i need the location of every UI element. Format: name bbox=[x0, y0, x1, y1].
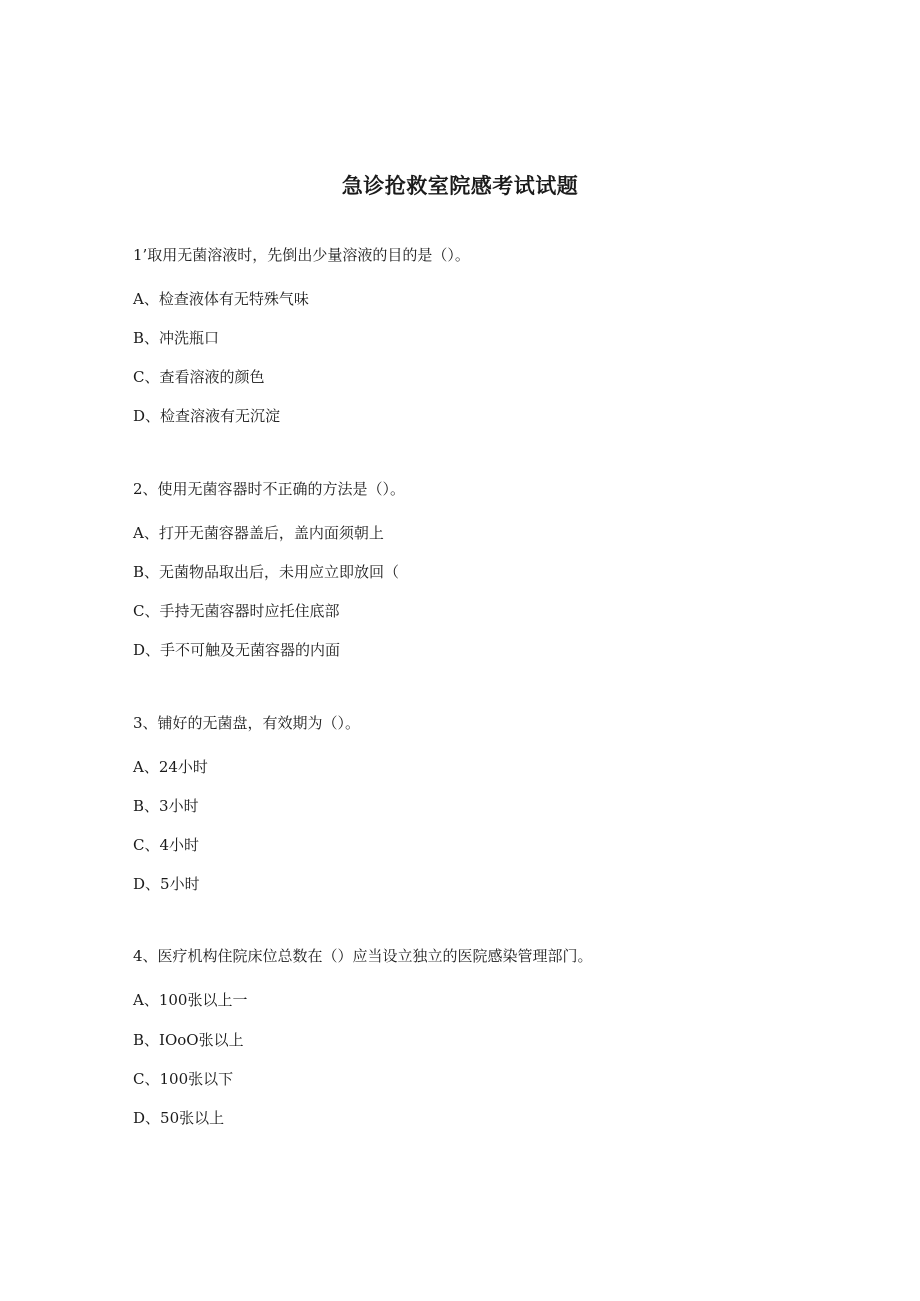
question-3-stem: 3、铺好的无菌盘，有效期为（）。 bbox=[133, 714, 361, 732]
question-1-option-b: B、冲洗瓶口 bbox=[133, 329, 220, 347]
question-4-option-d: D、50张以上 bbox=[133, 1109, 225, 1127]
question-4-stem: 4、医疗机构住院床位总数在（）应当设立独立的医院感染管理部门。 bbox=[133, 947, 593, 965]
question-3-option-c: C、4小时 bbox=[133, 836, 200, 854]
question-4-option-a: A、100张以上一 bbox=[133, 991, 248, 1009]
question-2-option-d: D、手不可触及无菌容器的内面 bbox=[133, 641, 341, 659]
question-1-option-c: C、查看溶液的颜色 bbox=[133, 368, 265, 386]
question-1-stem: 1’取用无菌溶液时，先倒出少量溶液的目的是（）。 bbox=[133, 246, 470, 264]
question-4-option-c: C、100张以下 bbox=[133, 1070, 234, 1088]
question-2-option-b: B、无菌物品取出后，未用应立即放回（ bbox=[133, 563, 400, 581]
question-4-option-b: B、IOoO张以上 bbox=[133, 1031, 244, 1049]
question-3-option-a: A、24小时 bbox=[133, 758, 208, 776]
question-1-option-a: A、检查液体有无特殊气味 bbox=[133, 290, 309, 308]
document-title: 急诊抢救室院感考试试题 bbox=[341, 174, 579, 198]
question-2-option-c: C、手持无菌容器时应托住底部 bbox=[133, 602, 340, 620]
question-2-option-a: A、打开无菌容器盖后，盖内面须朝上 bbox=[133, 524, 384, 542]
question-3-option-b: B、3小时 bbox=[133, 797, 199, 815]
question-2-stem: 2、使用无菌容器时不正确的方法是（）。 bbox=[133, 480, 406, 498]
question-3-option-d: D、5小时 bbox=[133, 875, 200, 893]
question-1-option-d: D、检查溶液有无沉淀 bbox=[133, 407, 281, 425]
